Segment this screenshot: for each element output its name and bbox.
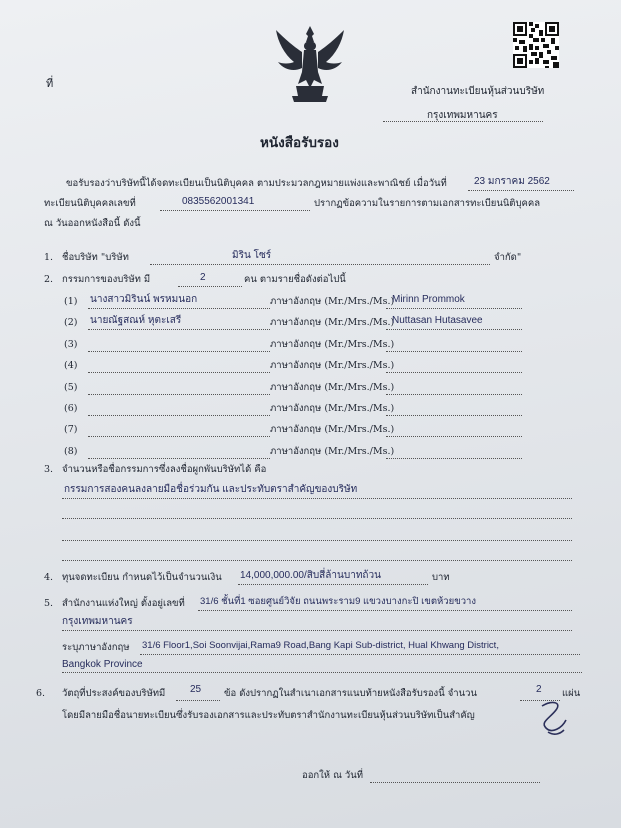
intro-reg-label: ทะเบียนนิติบุคคลเลขที่: [44, 198, 136, 209]
director-english-label: ภาษาอังกฤษ (Mr./Mrs./Ms.): [270, 360, 395, 371]
item6-tail: แผ่น: [562, 688, 581, 699]
ref-label: ที่: [46, 77, 54, 90]
director-number: (1): [64, 296, 78, 307]
issued-label: ออกให้ ณ วันที่: [302, 770, 364, 781]
item3-line1: [62, 498, 572, 499]
director-english-label: ภาษาอังกฤษ (Mr./Mrs./Ms.): [270, 446, 395, 457]
director-english-label: ภาษาอังกฤษ (Mr./Mrs./Ms.): [270, 296, 395, 307]
director-english-line: [386, 394, 522, 395]
registrar-signature: [534, 698, 574, 740]
director-thai-name: นายณัฐสณห์ หุตะเสรี: [90, 315, 182, 326]
director-english-line: [386, 308, 522, 309]
garuda-emblem: [272, 24, 348, 104]
item1-tail: จำกัด": [494, 252, 522, 263]
item5-en-label: ระบุภาษาอังกฤษ: [62, 642, 130, 653]
reg-date-line: [468, 190, 574, 191]
item3-line3: [62, 540, 572, 541]
director-english-line: [386, 458, 522, 459]
item5-number: 5.: [44, 598, 54, 609]
director-english-label: ภาษาอังกฤษ (Mr./Mrs./Ms.): [270, 424, 395, 435]
director-english-label: ภาษาอังกฤษ (Mr./Mrs./Ms.): [270, 382, 395, 393]
office-city: กรุงเทพมหานคร: [427, 110, 498, 121]
address-thai-city: กรุงเทพมหานคร: [62, 616, 133, 627]
item2-tail: คน ตามรายชื่อดังต่อไปนี้: [244, 274, 346, 285]
director-thai-line: [88, 329, 270, 330]
item1-label: ชื่อบริษัท "บริษัท: [62, 252, 129, 263]
item6-label: วัตถุที่ประสงค์ของบริษัทมี: [62, 688, 166, 699]
intro-line1: ขอรับรองว่าบริษัทนี้ได้จดทะเบียนเป็นนิติบุคคล ตามประมวลกฎหมายแพ่งและพาณิชย์ เมื่อวันที่: [66, 178, 447, 189]
director-thai-name: นางสาวมิรินน์ พรหมนอก: [90, 294, 198, 305]
director-number: (6): [64, 403, 78, 414]
company-name: มิริน โซร์: [232, 250, 272, 261]
item3-number: 3.: [44, 464, 54, 475]
director-number: (4): [64, 360, 78, 371]
director-english-label: ภาษาอังกฤษ (Mr./Mrs./Ms.): [270, 317, 395, 328]
intro-line2-tail: ปรากฏข้อความในรายการตามเอกสารทะเบียนนิติบุคคล: [314, 198, 541, 209]
director-thai-line: [88, 372, 270, 373]
item4-label: ทุนจดทะเบียน กำหนดไว้เป็นจำนวนเงิน: [62, 572, 222, 583]
director-english-label: ภาษาอังกฤษ (Mr./Mrs./Ms.): [270, 339, 395, 350]
director-number: (3): [64, 339, 78, 350]
director-thai-line: [88, 308, 270, 309]
director-number: (7): [64, 424, 78, 435]
item5-label: สำนักงานแห่งใหญ่ ตั้งอยู่เลขที่: [62, 598, 185, 609]
item2-number: 2.: [44, 274, 54, 285]
director-thai-line: [88, 351, 270, 352]
director-number: (2): [64, 317, 78, 328]
address-english: 31/6 Floor1,Soi Soonvijai,Rama9 Road,Bang Kapi Sub-district, Hual Khwang District,: [142, 640, 499, 651]
director-english-line: [386, 329, 522, 330]
director-thai-line: [88, 436, 270, 437]
office-name: สำนักงานทะเบียนหุ้นส่วนบริษัท: [411, 86, 545, 97]
director-count-line: [178, 286, 242, 287]
address-thai: 31/6 ชั้นที่1 ซอยศูนย์วิจัย ถนนพระราม9 แขวงบางกะปิ เขตห้วยขวาง: [200, 596, 476, 607]
address-th-line2: [62, 630, 572, 631]
address-en-line: [140, 654, 580, 655]
item2-label: กรรมการของบริษัท มี: [62, 274, 151, 285]
director-english-label: ภาษาอังกฤษ (Mr./Mrs./Ms.): [270, 403, 395, 414]
issued-date-line: [370, 782, 540, 783]
director-thai-line: [88, 415, 270, 416]
objectives-count: 25: [190, 684, 202, 695]
document-title: หนังสือรับรอง: [260, 135, 339, 151]
director-english-name: Mirinn Prommok: [392, 294, 465, 305]
item4-tail: บาท: [432, 572, 450, 583]
intro-line3: ณ วันออกหนังสือนี้ ดังนี้: [44, 218, 141, 229]
item3-line4: [62, 560, 572, 561]
item6-mid: ข้อ ดังปรากฏในสำเนาเอกสารแนบท้ายหนังสือรับรองนี้ จำนวน: [224, 688, 477, 699]
director-english-name: Nuttasan Hutasavee: [392, 315, 483, 326]
director-number: (8): [64, 446, 78, 457]
qr-code: [513, 22, 559, 68]
director-thai-line: [88, 394, 270, 395]
address-en-line2: [62, 672, 582, 673]
director-english-line: [386, 372, 522, 373]
company-line: [150, 264, 490, 265]
registration-date: 23 มกราคม 2562: [474, 176, 550, 187]
capital-line: [238, 584, 428, 585]
registration-number: 0835562001341: [182, 196, 255, 207]
address-english-province: Bangkok Province: [62, 659, 143, 670]
item1-number: 1.: [44, 252, 54, 263]
objectives-count-line: [176, 700, 220, 701]
attached-pages: 2: [536, 684, 542, 695]
item4-number: 4.: [44, 572, 54, 583]
director-english-line: [386, 351, 522, 352]
item6-line2: โดยมีลายมือชื่อนายทะเบียนซึ่งรับรองเอกสารและประทับตราสำนักงานทะเบียนหุ้นส่วนบริษัทเป็นสำคัญ: [62, 710, 475, 721]
director-english-line: [386, 436, 522, 437]
director-english-line: [386, 415, 522, 416]
item3-line2: [62, 518, 572, 519]
director-number: (5): [64, 382, 78, 393]
director-count: 2: [200, 272, 206, 283]
address-th-line: [198, 610, 572, 611]
signing-authority: กรรมการสองคนลงลายมือชื่อร่วมกัน และประทับตราสำคัญของบริษัท: [64, 484, 358, 495]
director-thai-line: [88, 458, 270, 459]
item6-number: 6.: [36, 688, 46, 699]
reg-no-line: [160, 210, 310, 211]
registered-capital: 14,000,000.00/สิบสี่ล้านบาทถ้วน: [240, 570, 381, 581]
item3-label: จำนวนหรือชื่อกรรมการซึ่งลงชื่อผูกพันบริษัทได้ คือ: [62, 464, 267, 475]
